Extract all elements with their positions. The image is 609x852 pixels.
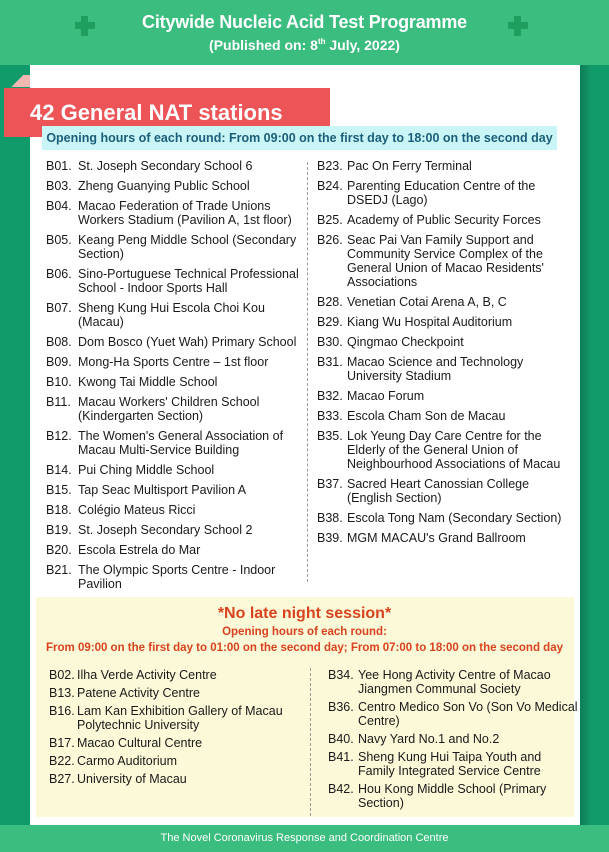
- station-name: Seac Pai Van Family Support and Community Service Complex of the General Union of Macao Residents' Associations: [347, 233, 544, 289]
- station-code: B18.: [46, 503, 72, 517]
- station-item: [49, 686, 311, 700]
- station-code: B20.: [46, 543, 72, 557]
- station-name: Ilha Verde Activity Centre: [77, 668, 217, 682]
- station-code: B21.: [46, 563, 72, 577]
- station-item: [328, 782, 578, 810]
- station-code: B01.: [46, 159, 72, 173]
- no-late-night-hours: From 09:00 on the first day to 01:00 on the second day; From 07:00 to 18:00 on the second day: [46, 642, 563, 654]
- plus-icon: [508, 16, 528, 36]
- station-name: Patene Activity Centre: [77, 686, 200, 700]
- station-code: B31.: [317, 355, 343, 369]
- station-item: [46, 159, 308, 173]
- station-name: Macao Cultural Centre: [77, 736, 203, 750]
- station-code: B07.: [46, 301, 72, 315]
- station-item: [317, 409, 567, 423]
- column-divider: [307, 162, 308, 582]
- station-item: [317, 477, 567, 505]
- station-name: University of Macau: [77, 772, 187, 786]
- station-item: [46, 483, 308, 497]
- station-code: B42.: [328, 782, 354, 796]
- general-stations-right: [317, 159, 567, 551]
- station-name: Tap Seac Multisport Pavilion A: [78, 483, 247, 497]
- station-item: [46, 463, 308, 477]
- published-date: [0, 37, 609, 53]
- station-name: Qingmao Checkpoint: [347, 335, 464, 349]
- station-code: B11.: [46, 395, 71, 409]
- station-name: Carmo Auditorium: [77, 754, 178, 768]
- station-name: Escola Tong Nam (Secondary Section): [347, 511, 562, 525]
- station-name: Lok Yeung Day Care Centre for the Elderly of the General Union of Neighbourhood Associations of Macau: [347, 429, 561, 471]
- station-name: Yee Hong Activity Centre of Macao Jiangmen Communal Society: [358, 668, 551, 696]
- header: [0, 0, 609, 65]
- station-code: B14.: [46, 463, 72, 477]
- station-item: [328, 750, 578, 778]
- station-code: B09.: [46, 355, 72, 369]
- station-code: B41.: [328, 750, 354, 764]
- stations-count-banner: 42 General NAT stations: [4, 88, 330, 137]
- station-name: Lam Kan Exhibition Gallery of Macau Polytechnic University: [77, 704, 283, 732]
- station-name: Macao Forum: [347, 389, 425, 403]
- station-item: [46, 395, 308, 423]
- station-name: Sheng Kung Hui Taipa Youth and Family Integrated Service Centre: [358, 750, 542, 778]
- station-item: [46, 267, 308, 295]
- station-code: B16.: [49, 704, 75, 718]
- station-code: B28.: [317, 295, 343, 309]
- station-name: Keang Peng Middle School (Secondary Section): [78, 233, 297, 261]
- station-item: [317, 295, 567, 309]
- station-name: St. Joseph Secondary School 2: [78, 523, 253, 537]
- no-late-night-title: *No late night session*: [217, 605, 392, 622]
- published-date-suffix: July, 2022): [325, 37, 400, 53]
- station-code: B22.: [49, 754, 75, 768]
- station-item: [317, 531, 567, 545]
- station-name: Macao Science and Technology University Stadium: [347, 355, 524, 383]
- station-item: [317, 335, 567, 349]
- station-item: [317, 179, 567, 207]
- station-item: [46, 233, 308, 261]
- station-item: [46, 199, 308, 227]
- general-hours-bar: Opening hours of each round: From 09:00 on the first day to 18:00 on the second day: [42, 126, 557, 150]
- station-code: B08.: [46, 335, 72, 349]
- page-title: Citywide Nucleic Acid Test Programme: [142, 12, 467, 32]
- station-name: Pui Ching Middle School: [78, 463, 215, 477]
- station-code: B17.: [49, 736, 75, 750]
- station-item: [49, 668, 311, 682]
- station-item: [46, 375, 308, 389]
- station-name: Macau Workers' Children School (Kindergarten Section): [78, 395, 260, 423]
- station-code: B06.: [46, 267, 72, 281]
- station-code: B12.: [46, 429, 72, 443]
- station-item: [46, 543, 308, 557]
- footer: The Novel Coronavirus Response and Coordination Centre: [0, 825, 609, 852]
- station-code: B02.: [49, 668, 75, 682]
- station-item: [317, 213, 567, 227]
- station-code: B29.: [317, 315, 343, 329]
- station-item: [317, 315, 567, 329]
- station-item: [46, 429, 308, 457]
- general-stations-left: [46, 159, 308, 597]
- station-name: The Women's General Association of Macau Multi-Service Building: [78, 429, 284, 457]
- station-code: B26.: [317, 233, 343, 247]
- station-code: B25.: [317, 213, 343, 227]
- station-name: Escola Estrela do Mar: [78, 543, 201, 557]
- station-name: St. Joseph Secondary School 6: [78, 159, 253, 173]
- station-name: MGM MACAU's Grand Ballroom: [347, 531, 526, 545]
- station-name: Mong-Ha Sports Centre – 1st floor: [78, 355, 269, 369]
- station-name: Sino-Portuguese Technical Professional School - Indoor Sports Hall: [78, 267, 299, 295]
- station-code: B24.: [317, 179, 343, 193]
- station-name: Parenting Education Centre of the DSEDJ (Lago): [347, 179, 536, 207]
- station-code: B34.: [328, 668, 354, 682]
- station-item: [46, 563, 308, 591]
- station-code: B30.: [317, 335, 343, 349]
- station-item: [49, 754, 311, 768]
- station-code: B04.: [46, 199, 72, 213]
- station-code: B05.: [46, 233, 72, 247]
- column-divider: [310, 668, 311, 816]
- station-code: B35.: [317, 429, 343, 443]
- station-item: [49, 736, 311, 750]
- station-code: B19.: [46, 523, 72, 537]
- station-name: Macao Federation of Trade Unions Workers Stadium (Pavilion A, 1st floor): [78, 199, 292, 227]
- station-name: Kwong Tai Middle School: [78, 375, 218, 389]
- station-code: B37.: [317, 477, 343, 491]
- station-item: [328, 668, 578, 696]
- station-name: Colégio Mateus Ricci: [78, 503, 196, 517]
- station-item: [317, 233, 567, 289]
- left-border: [0, 65, 30, 825]
- station-item: [46, 179, 308, 193]
- station-item: [328, 700, 578, 728]
- station-name: Escola Cham Son de Macau: [347, 409, 506, 423]
- station-code: B15.: [46, 483, 72, 497]
- station-code: B23.: [317, 159, 343, 173]
- station-name: Zheng Guanying Public School: [78, 179, 250, 193]
- station-item: [49, 704, 311, 732]
- station-item: [317, 511, 567, 525]
- station-code: B38.: [317, 511, 343, 525]
- station-item: [49, 772, 311, 786]
- station-item: [317, 389, 567, 403]
- station-code: B03.: [46, 179, 72, 193]
- station-item: [46, 523, 308, 537]
- station-item: [317, 355, 567, 383]
- right-shadow: [580, 65, 592, 825]
- station-name: Sacred Heart Canossian College (English Section): [347, 477, 530, 505]
- station-code: B33.: [317, 409, 343, 423]
- station-item: [46, 301, 308, 329]
- ribbon-fold: [4, 75, 30, 87]
- station-code: B36.: [328, 700, 354, 714]
- late-stations-right: [328, 668, 578, 814]
- late-stations-left: [49, 668, 311, 790]
- station-item: [46, 355, 308, 369]
- station-item: [46, 335, 308, 349]
- station-name: Navy Yard No.1 and No.2: [358, 732, 500, 746]
- station-item: [317, 159, 567, 173]
- station-name: Sheng Kung Hui Escola Choi Kou (Macau): [78, 301, 265, 329]
- station-code: B40.: [328, 732, 354, 746]
- station-name: Venetian Cotai Arena A, B, C: [347, 295, 507, 309]
- station-name: The Olympic Sports Centre - Indoor Pavilion: [78, 563, 276, 591]
- station-code: B10.: [46, 375, 72, 389]
- station-code: B13.: [49, 686, 75, 700]
- station-code: B32.: [317, 389, 343, 403]
- published-date-sup: th: [317, 37, 326, 46]
- station-name: Centro Medico Son Vo (Son Vo Medical Centre): [358, 700, 578, 728]
- station-name: Kiang Wu Hospital Auditorium: [347, 315, 513, 329]
- station-code: B39.: [317, 531, 343, 545]
- published-date-prefix: (Published on: 8: [209, 37, 318, 53]
- no-late-night-hours-label: Opening hours of each round:: [222, 626, 387, 638]
- station-item: [46, 503, 308, 517]
- station-name: Hou Kong Middle School (Primary Section): [358, 782, 547, 810]
- station-name: Pac On Ferry Terminal: [347, 159, 472, 173]
- station-item: [317, 429, 567, 471]
- station-item: [328, 732, 578, 746]
- station-name: Dom Bosco (Yuet Wah) Primary School: [78, 335, 297, 349]
- station-name: Academy of Public Security Forces: [347, 213, 541, 227]
- station-code: B27.: [49, 772, 75, 786]
